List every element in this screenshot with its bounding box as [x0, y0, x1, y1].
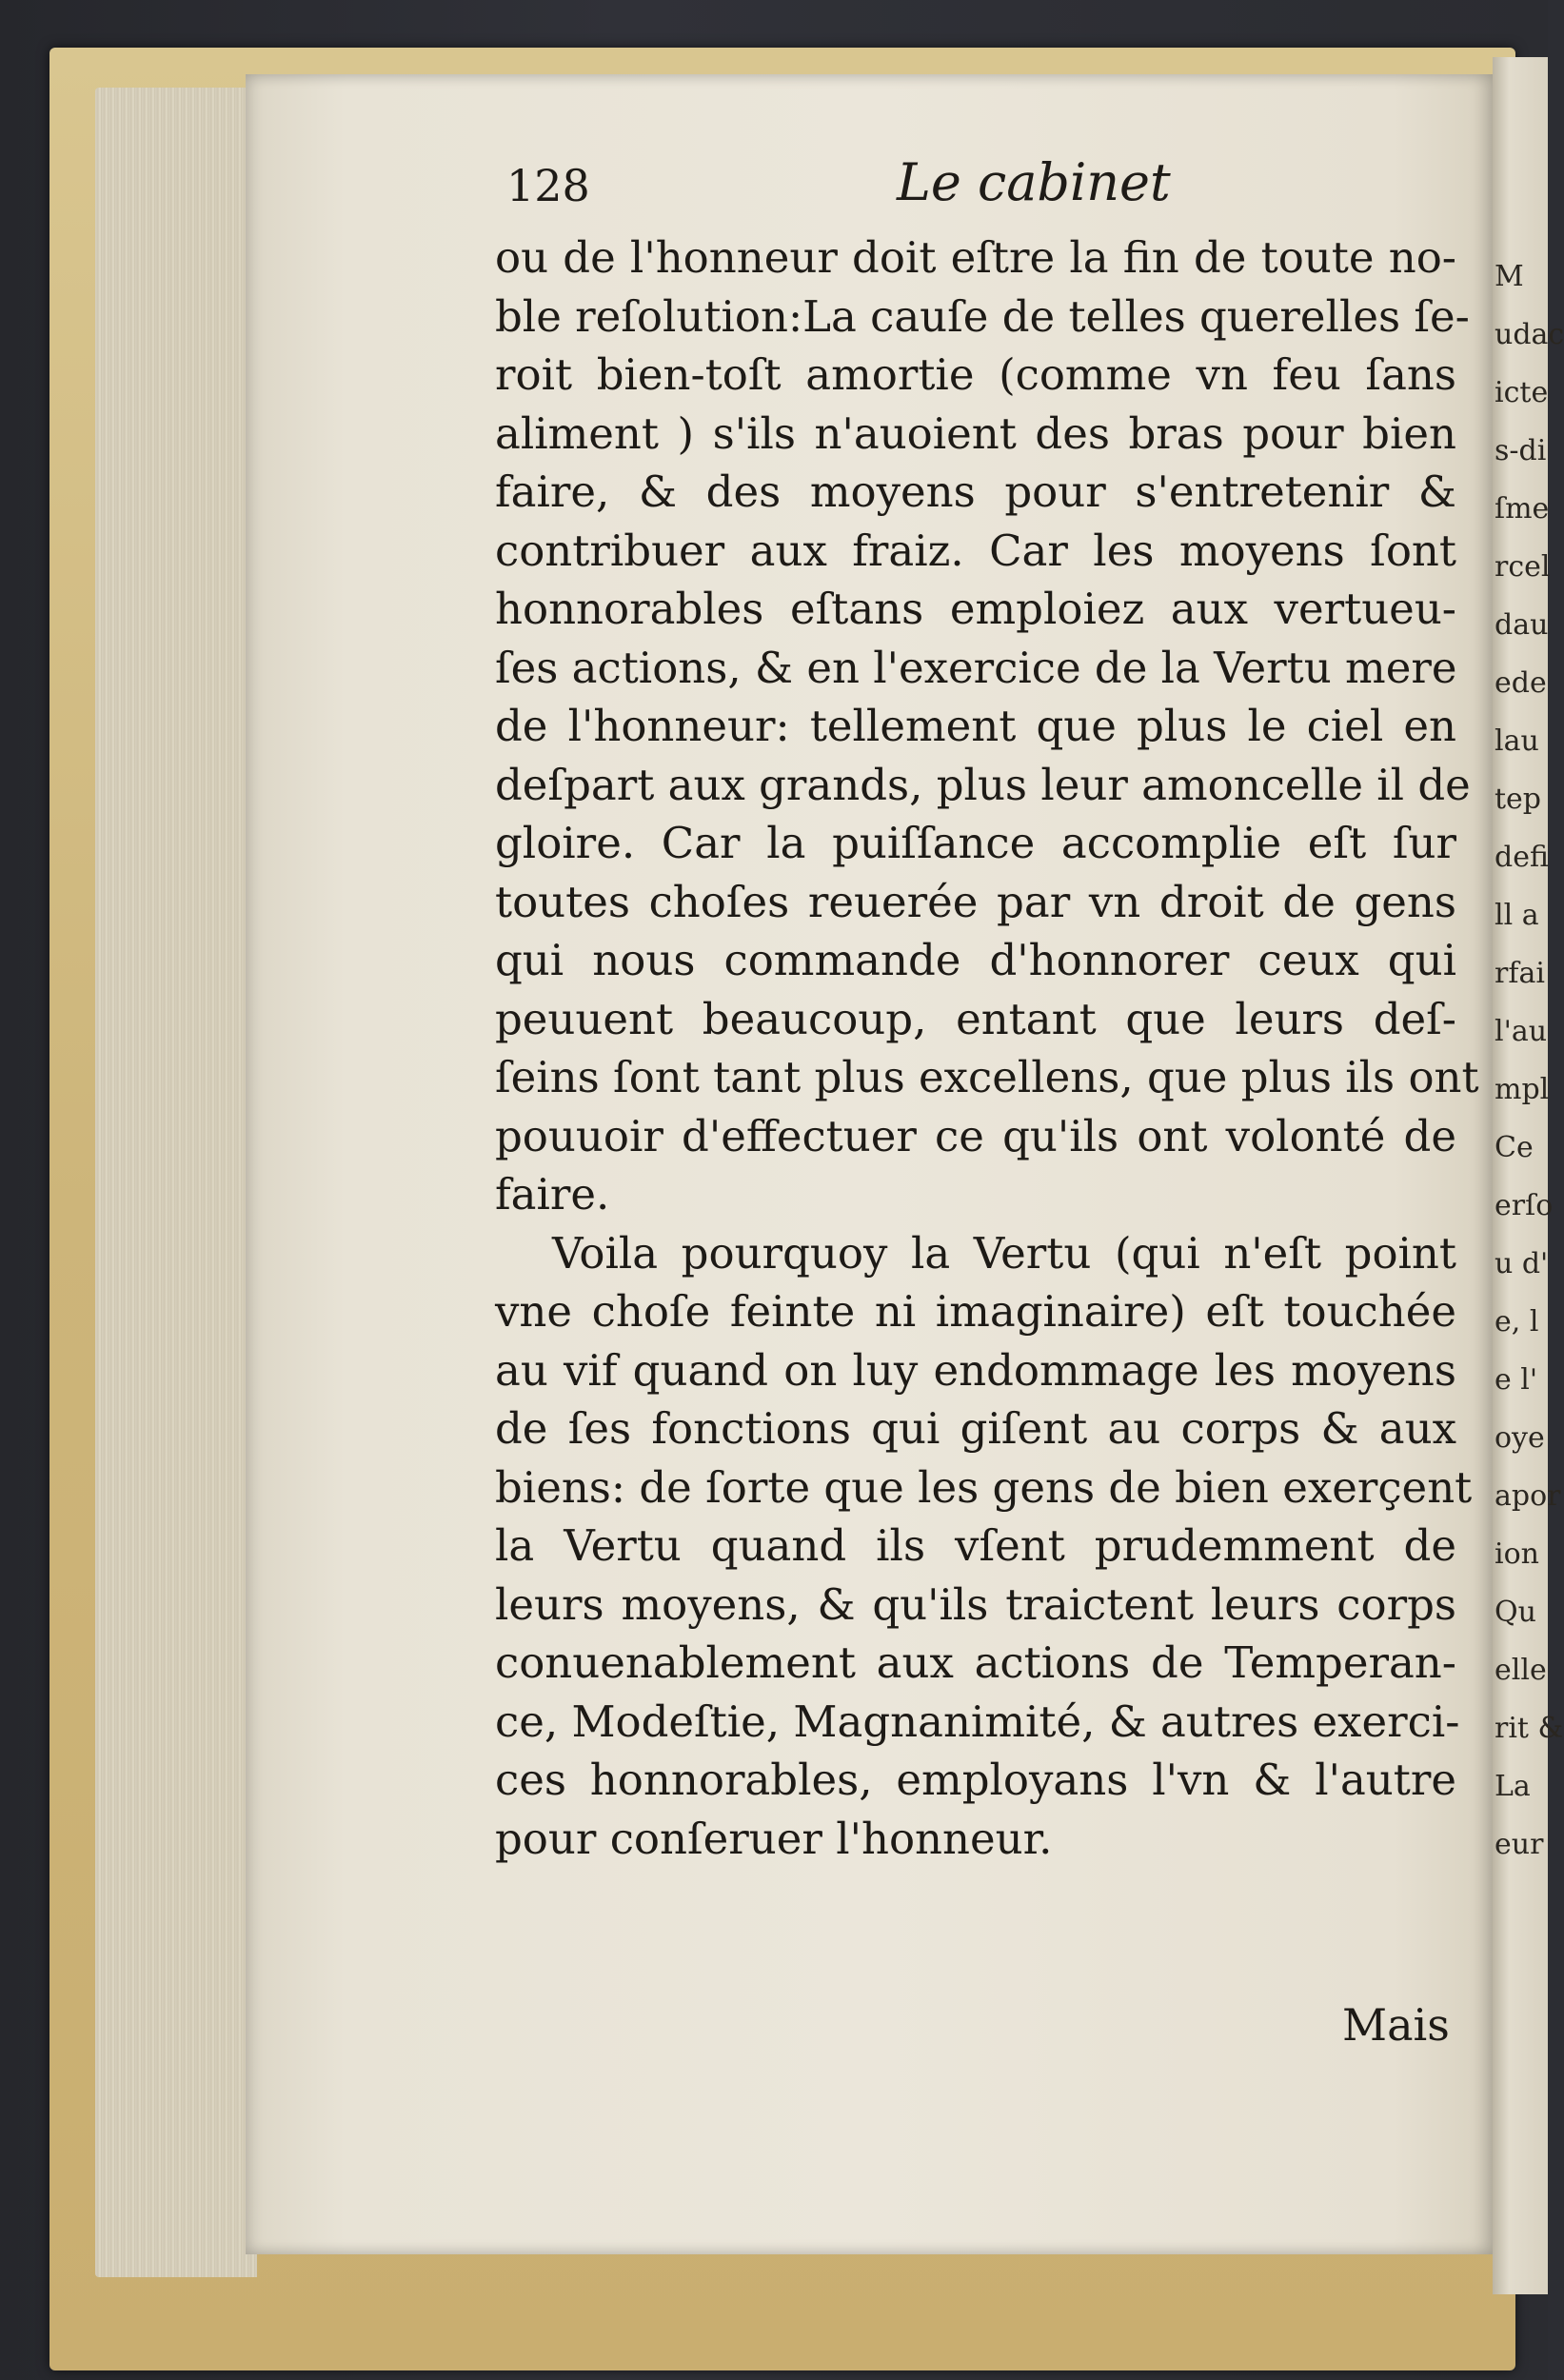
facing-line-fragment: La	[1495, 1770, 1531, 1803]
facing-line-fragment: e, l	[1495, 1305, 1539, 1339]
text-line: leurs moyens, & qu'ils traictent leurs corps	[495, 1578, 1456, 1630]
text-line: gloire. Car la puiſſance accomplie eſt ſur	[495, 818, 1456, 868]
facing-line-fragment: s-di	[1495, 434, 1547, 467]
text-line: pour conſeruer l'honneur.	[495, 1813, 1053, 1864]
facing-line-fragment: mpl	[1495, 1073, 1550, 1106]
text-line: toutes choſes reuerée par vn droit de gens	[495, 876, 1456, 927]
text-line: ce, Modeſtie, Magnanimité, & autres exerci-	[495, 1696, 1460, 1747]
text-line: vne choſe feinte ni imaginaire) eſt touchée	[495, 1286, 1456, 1337]
facing-line-fragment: ſme	[1495, 492, 1550, 526]
facing-line-fragment: elle	[1495, 1654, 1547, 1687]
facing-line-fragment: erſo	[1495, 1189, 1554, 1222]
facing-line-fragment: Qu	[1495, 1596, 1536, 1629]
facing-line-fragment: rit &	[1495, 1712, 1564, 1745]
text-line: peuuent beaucoup, entant que leurs deſ-	[495, 993, 1456, 1044]
facing-line-fragment: M	[1495, 260, 1524, 293]
facing-line-fragment: u d'	[1495, 1247, 1549, 1280]
text-line: au vif quand on luy endommage les moyens	[495, 1344, 1456, 1396]
text-line: pouuoir d'effectuer ce qu'ils ont volonté de	[495, 1110, 1456, 1161]
facing-line-fragment: e l'	[1495, 1363, 1538, 1397]
text-line: honnorables eſtans emploiez aux vertueu-	[495, 584, 1456, 634]
facing-line-fragment: Ce	[1495, 1131, 1534, 1164]
running-head	[506, 152, 1458, 219]
running-title: Le cabinet	[897, 152, 1171, 212]
text-line: ſeins ſont tant plus excellens, que plus ils ont	[495, 1052, 1479, 1102]
text-line: deſpart aux grands, plus leur amoncelle il de	[495, 759, 1471, 810]
facing-line-fragment: dau	[1495, 608, 1549, 642]
text-line: ble reſolution:La cauſe de telles querelles ſe-	[495, 290, 1470, 342]
facing-page-edge	[1493, 57, 1564, 2294]
facing-line-fragment: lau	[1495, 724, 1539, 758]
facing-line-fragment: icte	[1495, 376, 1549, 409]
facing-line-fragment: udac	[1495, 318, 1564, 351]
facing-line-fragment: ion	[1495, 1537, 1539, 1571]
catchword: Mais	[1342, 1999, 1450, 2051]
text-line: ou de l'honneur doit eſtre la fin de toute no-	[495, 232, 1456, 283]
text-line: biens: de ſorte que les gens de bien exerçent	[495, 1461, 1473, 1513]
text-line: la Vertu quand ils vſent prudemment de	[495, 1520, 1456, 1571]
facing-line-fragment: tep	[1495, 783, 1542, 816]
facing-line-fragment: defi	[1495, 841, 1549, 874]
text-line: aliment ) s'ils n'auoient des bras pour bien	[495, 407, 1456, 459]
facing-line-fragment: rcel	[1495, 550, 1551, 584]
text-line: contribuer aux fraiz. Car les moyens ſont	[495, 525, 1456, 576]
text-line: Voila pourquoy la Vertu (qui n'eſt point	[552, 1227, 1456, 1279]
facing-line-fragment: ll a	[1495, 899, 1539, 932]
facing-line-fragment: rfai	[1495, 957, 1545, 990]
text-line: qui nous commande d'honnorer ceux qui	[495, 935, 1456, 985]
text-line: de ſes fonctions qui giſent au corps & aux	[495, 1403, 1456, 1454]
facing-line-fragment: eur	[1495, 1828, 1544, 1861]
page-block-edges	[95, 88, 257, 2277]
body-text	[495, 228, 1479, 1868]
text-line: roit bien-toſt amortie (comme vn feu ſans	[495, 349, 1456, 400]
text-line: ces honnorables, employans l'vn & l'autre	[495, 1755, 1456, 1805]
text-line: faire.	[495, 1169, 610, 1220]
page-number: 128	[506, 160, 590, 211]
facing-page-text	[1495, 248, 1564, 1874]
text-line: conuenablement aux actions de Temperan-	[495, 1637, 1456, 1688]
text-line: de l'honneur: tellement que plus le ciel en	[495, 701, 1456, 751]
text-line: ſes actions, & en l'exercice de la Vertu mere	[495, 642, 1457, 693]
facing-line-fragment: ede	[1495, 666, 1547, 700]
facing-line-fragment: oye	[1495, 1421, 1545, 1455]
facing-line-fragment: l'au	[1495, 1015, 1548, 1048]
facing-line-fragment: apor	[1495, 1479, 1561, 1513]
text-line: faire, & des moyens pour s'entretenir &	[495, 466, 1456, 517]
